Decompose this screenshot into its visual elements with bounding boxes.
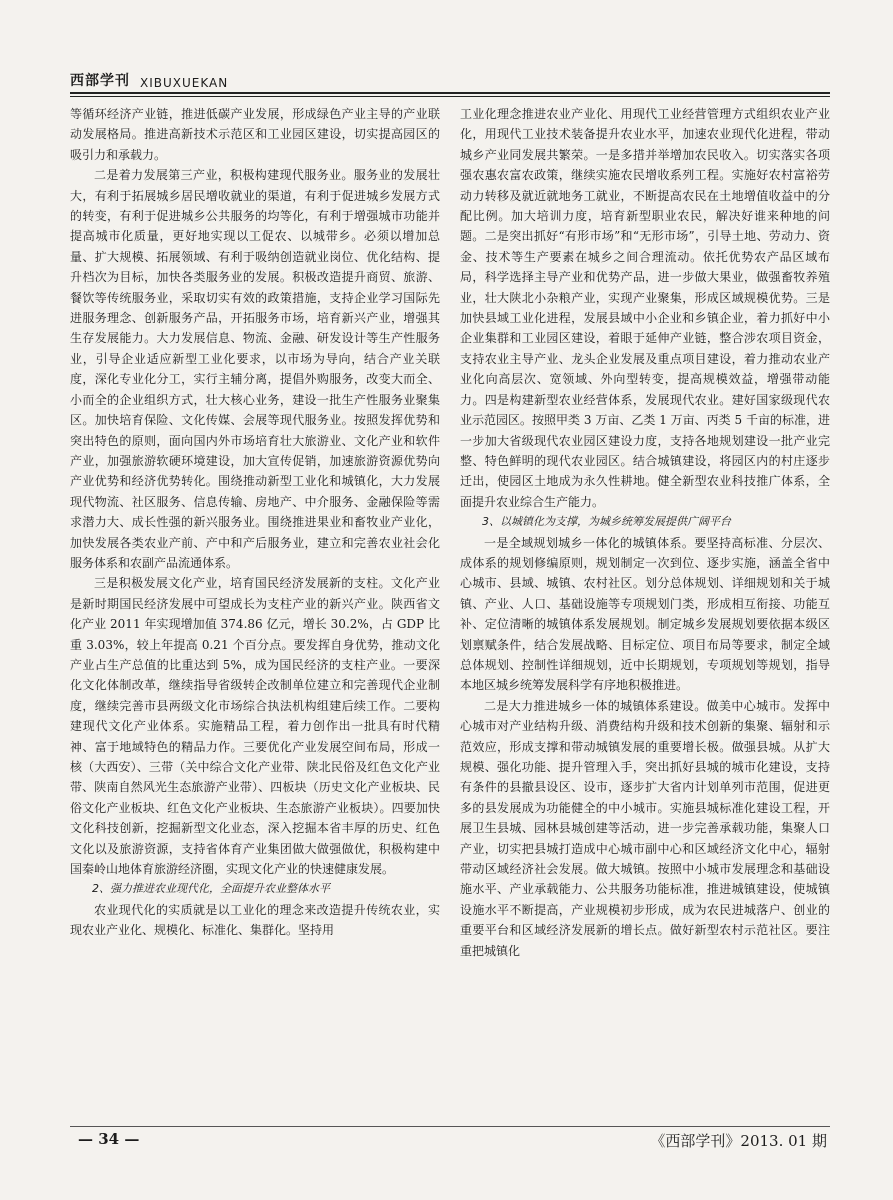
paragraph: 二是着力发展第三产业，积极构建现代服务业。服务业的发展壮大，有利于拓展城乡居民增收就业的渠道，有利于促进城乡发展方式的转变，有利于促进城乡公共服务的均等化，有利于增强城市功能并提高城市化质量，更好地实现以工促农、以城带乡。必须以增加总量、扩大规模、拓展领域、有利于吸纳创造就业岗位、优化结构、提升档次为目标，加快各类服务业的发展。积极改造提升商贸、旅游、餐饮等传统服务业，采取切实有效的政策措施，支持企业学习国际先进服务理念、创新服务产品，开拓服务市场，培育新兴产业，增强其生存发展能力。大力发展信息、物流、金融、研发设计等生产性服务业，引导企业适应新型工业化要求，以市场为导向，结合产业关联度，深化专业化分工，实行主辅分离，提倡外购服务，改变大而全、小而全的企业组织方式，壮大核心业务，建设一批生产性服务业聚集区。加快培育保险、文化传媒、会展等现代服务业。按照发挥优势和突出特色的原则，面向国内外市场培育壮大旅游业、文化产业和软件产业，加强旅游软硬环境建设，加大宣传促销，加速旅游资源优势向产业优势和经济优势转化。围绕推动新型工业化和城镇化，大力发展现代物流、社区服务、信息传输、房地产、中介服务、金融保险等需求潜力大、成长性强的新兴服务业。围绕推进果业和畜牧业产业化，加快发展各类农业产前、产中和产后服务业，建立和完善农业社会化服务体系和农副产品流通体系。 [70,168,440,570]
right-column [460,104,830,1114]
page-number: — 34 — [78,1130,140,1148]
paragraph: 二是大力推进城乡一体的城镇体系建设。做美中心城市。发挥中心城市对产业结构升级、消费结构升级和技术创新的集聚、辐射和示范效应，形成支撑和带动城镇发展的重要增长极。做强县城。从扩大规模、强化功能、提升管理入手，突出抓好县城的城市化建设，支持有条件的县撤县设区、设市，逐步扩大省内计划单列市范围，促进更多的县发展成为功能健全的中小城市。实施县城标准化建设工程，开展卫生县城、园林县城创建等活动，进一步完善承载功能，集聚人口产业，切实把县城打造成中心城市副中心和区域经济文化中心，辐射带动区域经济社会发展。做大城镇。按照中小城市发展理念和基础设施水平、产业承载能力、公共服务功能标准，推进城镇建设，使城镇设施水平不断提高，产业规模初步形成，成为农民进城落户、创业的重要平台和区域经济发展新的增长点。做好新型农村示范社区。要注重把城镇化 [460,698,830,958]
paragraph: 三是积极发展文化产业，培育国民经济发展新的支柱。文化产业是新时期国民经济发展中可望成长为支柱产业的新兴产业。陕西省文化产业 2011 年实现增加值 374.86 亿元，增长 30.2%，占 GDP 比重 3.03%，较上年提高 0.21 个百分点。要发挥自身优势，推动文化产业占生产总值的比重达到 5%，成为国民经济的支柱产业。一要深化文化体制改革，继续指导省级转企改制单位建立和完善现代企业制度，继续完善市县两级文化市场综合执法机构组建后续工作。二要构建现代文化产业体系。实施精品工程，着力创作出一批具有时代精神、富于地域特色的精品力作。三要优化产业发展空间布局，形成一核（大西安）、三带（关中综合文化产业带、陕北民俗及红色文化产业带、陕南自然风光生态旅游产业带）、四板块（历史文化产业板块、民俗文化产业板块、红色文化产业板块、生态旅游产业板块）。四要加快文化科技创新，挖掘新型文化业态，深入挖掘本省丰厚的历史、红色文化以及旅游资源，支持省体育产业集团做大做强做优，积极构建中国秦岭山地体育旅游经济圈，实现文化产业的快速健康发展。 [70,576,440,877]
paragraph: 一是全域规划城乡一体化的城镇体系。要坚持高标准、分层次、成体系的规划修编原则，规划制定一次到位、逐步实施，涵盖全省中心城市、县域、城镇、农村社区。划分总体规划、详细规划和关于城镇、产业、人口、基础设施等专项规划门类，形成相互衔接、功能互补、定位清晰的城镇体系发展规划。制定城乡发展规划要依据本级区划禀赋条件，结合发展战略、目标定位、项目布局等要求，制定全域总体规划、控制性详细规划，近中长期规划，专项规划等规划，指导本地区城乡统筹发展科学有序地积极推进。 [460,535,830,693]
paragraph: 等循环经济产业链，推进低碳产业发展，形成绿色产业主导的产业联动发展格局。推进高新技术示范区和工业园区建设，切实提高园区的吸引力和承载力。 [70,107,440,162]
header-rule-thin [70,96,830,97]
footer-rule [70,1126,830,1127]
journal-title: 西部学刊 [70,73,130,89]
header-rule [70,92,830,94]
section-subheading: 2、强力推进农业现代化，全面提升农业整体水平 [92,882,330,896]
journal-pinyin: XIBUXUEKAN [140,76,229,90]
paragraph: 工业化理念推进农业产业化、用现代工业经营管理方式组织农业产业化，用现代工业技术装备提升农业水平，加速农业现代化进程，带动城乡产业同发展共繁荣。一是多措并举增加农民收入。切实落实各项强农惠农富农政策，继续实施农民增收系列工程。实施好农村富裕劳动力转移及就近就地务工就业，不断提高农民在土地增值收益中的分配比例。加大培训力度，培育新型职业农民，解决好谁来种地的问题。二是突出抓好“有形市场”和“无形市场”，引导土地、劳动力、资金、技术等生产要素在城乡之间合理流动。依托优势农产品区域布局，科学选择主导产业和优势产品，进一步做大果业，做强畜牧养殖业，壮大陕北小杂粮产业，实现产业聚集，形成区域规模优势。三是加快县域工业化进程，发展县域中小企业和乡镇企业，着力抓好中小企业集群和工业园区建设，着眼于延伸产业链，整合涉农项目资金，支持农业主导产业、龙头企业发展及重点项目建设，着力推动农业产业化向高层次、宽领域、外向型转变，提高规模效益，增强带动能力。四是构建新型农业经营体系，发展现代农业。建好国家级现代农业示范园区。按照甲类 3 万亩、乙类 1 万亩、丙类 5 千亩的标准，进一步加大省级现代农业园区建设力度，支持各地规划建设一批产业完整、特色鲜明的现代农业园区。结合城镇建设，将园区内的村庄逐步迁出，使园区土地成为永久性耕地。健全新型农业科技推广体系，全面提升农业综合生产能力。 [460,107,830,509]
section-subheading: 3、以城镇化为支撑，为城乡统筹发展提供广阔平台 [482,515,731,529]
left-column [70,104,440,1114]
running-header [70,68,830,90]
paragraph: 农业现代化的实质就是以工业化的理念来改造提升传统农业，实现农业产业化、规模化、标准化、集群化。坚持用 [70,902,440,938]
issue-label: 《西部学刊》2013. 01 期 [650,1132,827,1150]
